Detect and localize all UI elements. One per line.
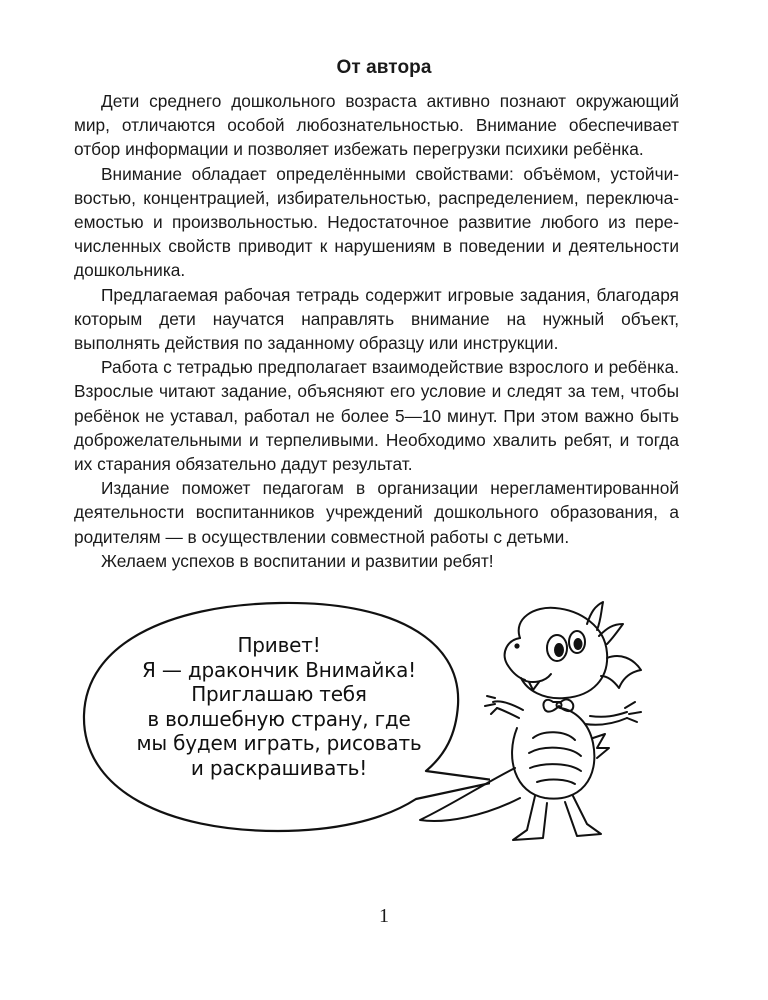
- speech-bubble-text: [118, 633, 440, 780]
- body-text: [74, 89, 679, 573]
- paragraph: Дети среднего дошкольного возраста активно познают окружающий мир, отличаются особой любознательностью. Внимание обеспечивает отбор информации и позволяет избежать перегрузки психики ребёнка.: [74, 91, 679, 160]
- speech-line: мы будем играть, рисовать: [136, 731, 422, 755]
- paragraph: Внимание обладает определёнными свойствами: объёмом, устойчивостью, концентрацией, избирательностью, распределением, переключаемостью и произвольностью. Недостаточное развитие любого из перечисленных свойств приводит к нарушениям в поведении и деятельности дошкольника.: [74, 163, 679, 281]
- paragraph: Издание поможет педагогам в организации нерегламентированной деятельности воспитанников учреждений дошкольного образования, а родителям — в осуществлении совместной работы с детьми.: [74, 478, 679, 547]
- speech-line: в волшебную страну, где: [147, 706, 411, 731]
- speech-line: Я — дракончик Внимайка!: [142, 657, 416, 682]
- paragraph: Желаем успехов в воспитании и развитии ребят!: [101, 550, 494, 571]
- page-number: 1: [379, 905, 389, 927]
- paragraph: Работа с тетрадью предполагает взаимодействие взрослого и ребёнка. Взрослые читают задание, объясняют его условие и следят за тем, чтобы ребёнок не уставал, работал не более 5—10 минут. При этом важно быть доброжелательными и терпеливыми. Необходимо хвалить ребят, и тогда их старания обязательно дадут результат.: [74, 357, 679, 475]
- paragraph: Предлагаемая рабочая тетрадь содержит игровые задания, благодаря которым дети научатся направлять внимание на нужный объект, выполнять действия по заданному образцу или инструкции.: [74, 284, 679, 354]
- page-title: От автора: [336, 57, 432, 78]
- speech-line: Привет!: [237, 633, 321, 657]
- dragon-mascot-icon: [415, 598, 650, 848]
- speech-line: Приглашаю тебя: [191, 682, 367, 706]
- speech-line: и раскрашивать!: [190, 755, 368, 780]
